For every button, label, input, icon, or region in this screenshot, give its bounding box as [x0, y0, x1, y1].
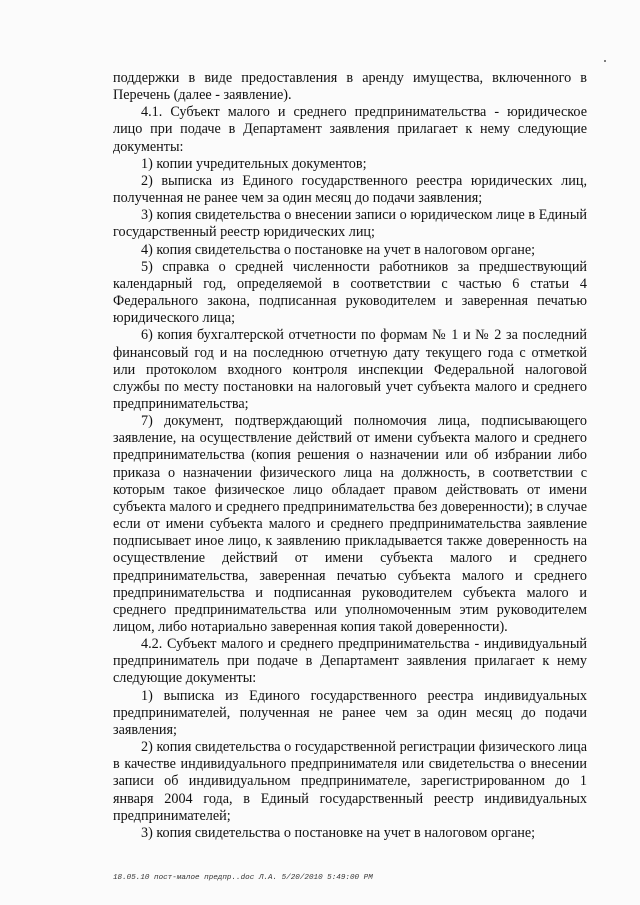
paragraph-section-4-2: 4.2. Субъект малого и среднего предпринимательства - индивидуальный предприниматель при подаче в Департамент заявления прилагает к нему следующие документы: — [113, 636, 587, 687]
list-item-4-2-1: 1) выписка из Единого государственного реестра индивидуальных предпринимателей, полученная не ранее чем за один месяц до подачи заявления; — [113, 687, 587, 738]
list-item-4-1-5: 5) справка о средней численности работников за предшествующий календарный год, определяемой в соответствии с частью 6 статьи 4 Федерального закона, подписанная руководителем и заверенная печатью юридического лица; — [113, 258, 587, 327]
paragraph-continuation: поддержки в виде предоставления в аренду имущества, включенного в Перечень (далее - заявление). — [113, 70, 587, 104]
document-footer: 18.05.10 пост-малое предпр..doc Л.А. 5/20/2010 5:49:00 PM — [113, 874, 373, 882]
list-item-4-1-4: 4) копия свидетельства о постановке на учет в налоговом органе; — [141, 241, 536, 258]
list-item-4-1-6: 6) копия бухгалтерской отчетности по формам № 1 и № 2 за последний финансовый год и на последнюю отчетную дату текущего года с отметкой или протоколом входного контроля инспекции Федеральной налоговой службы по месту постановки на налоговый учет субъекта малого и среднего предпринимательства; — [113, 327, 587, 412]
list-item-4-2-2: 2) копия свидетельства о государственной регистрации физического лица в качестве индивидуального предпринимателя или свидетельства о внесении записи об индивидуальном предпринимателе, зарегистрированном до 1 января 2004 года, в Единый государственный реестр индивидуальных предпринимателей; — [113, 739, 587, 824]
paragraph-section-4-1: 4.1. Субъект малого и среднего предпринимательства - юридическое лицо при подаче в Департамент заявления прилагает к нему следующие документы: — [113, 104, 587, 155]
list-item-4-2-3: 3) копия свидетельства о постановке на учет в налоговом органе; — [141, 824, 536, 841]
list-item-4-1-3: 3) копия свидетельства о внесении записи о юридическом лице в Единый государственный реестр юридических лиц; — [113, 207, 587, 241]
list-item-4-1-1: 1) копии учредительных документов; — [141, 155, 367, 172]
document-body — [113, 70, 587, 842]
list-item-4-1-7: 7) документ, подтверждающий полномочия лица, подписывающего заявление, на осуществление действий от имени субъекта малого и среднего предпринимательства (копия решения о назначении или об избрании либо приказа о назначении физического лица на должность, в соответствии с которым такое физическое лицо обладает правом действовать от имени субъекта малого и среднего предпринимательства без доверенности); в случае если от имени субъекта малого и среднего предпринимательства заявление подписывает иное лицо, к заявлению прикладывается также доверенность на осуществление действий от имени субъекта малого и среднего предпринимательства, заверенная печатью субъекта малого и среднего предпринимательства и подписанная руководителем субъекта малого и среднего предпринимательства или уполномоченным этим руководителем лицом, либо нотариально заверенная копия такой доверенности). — [113, 413, 587, 635]
scan-dot — [604, 60, 606, 62]
list-item-4-1-2: 2) выписка из Единого государственного реестра юридических лиц, полученная не ранее чем за один месяц до подачи заявления; — [113, 172, 587, 207]
